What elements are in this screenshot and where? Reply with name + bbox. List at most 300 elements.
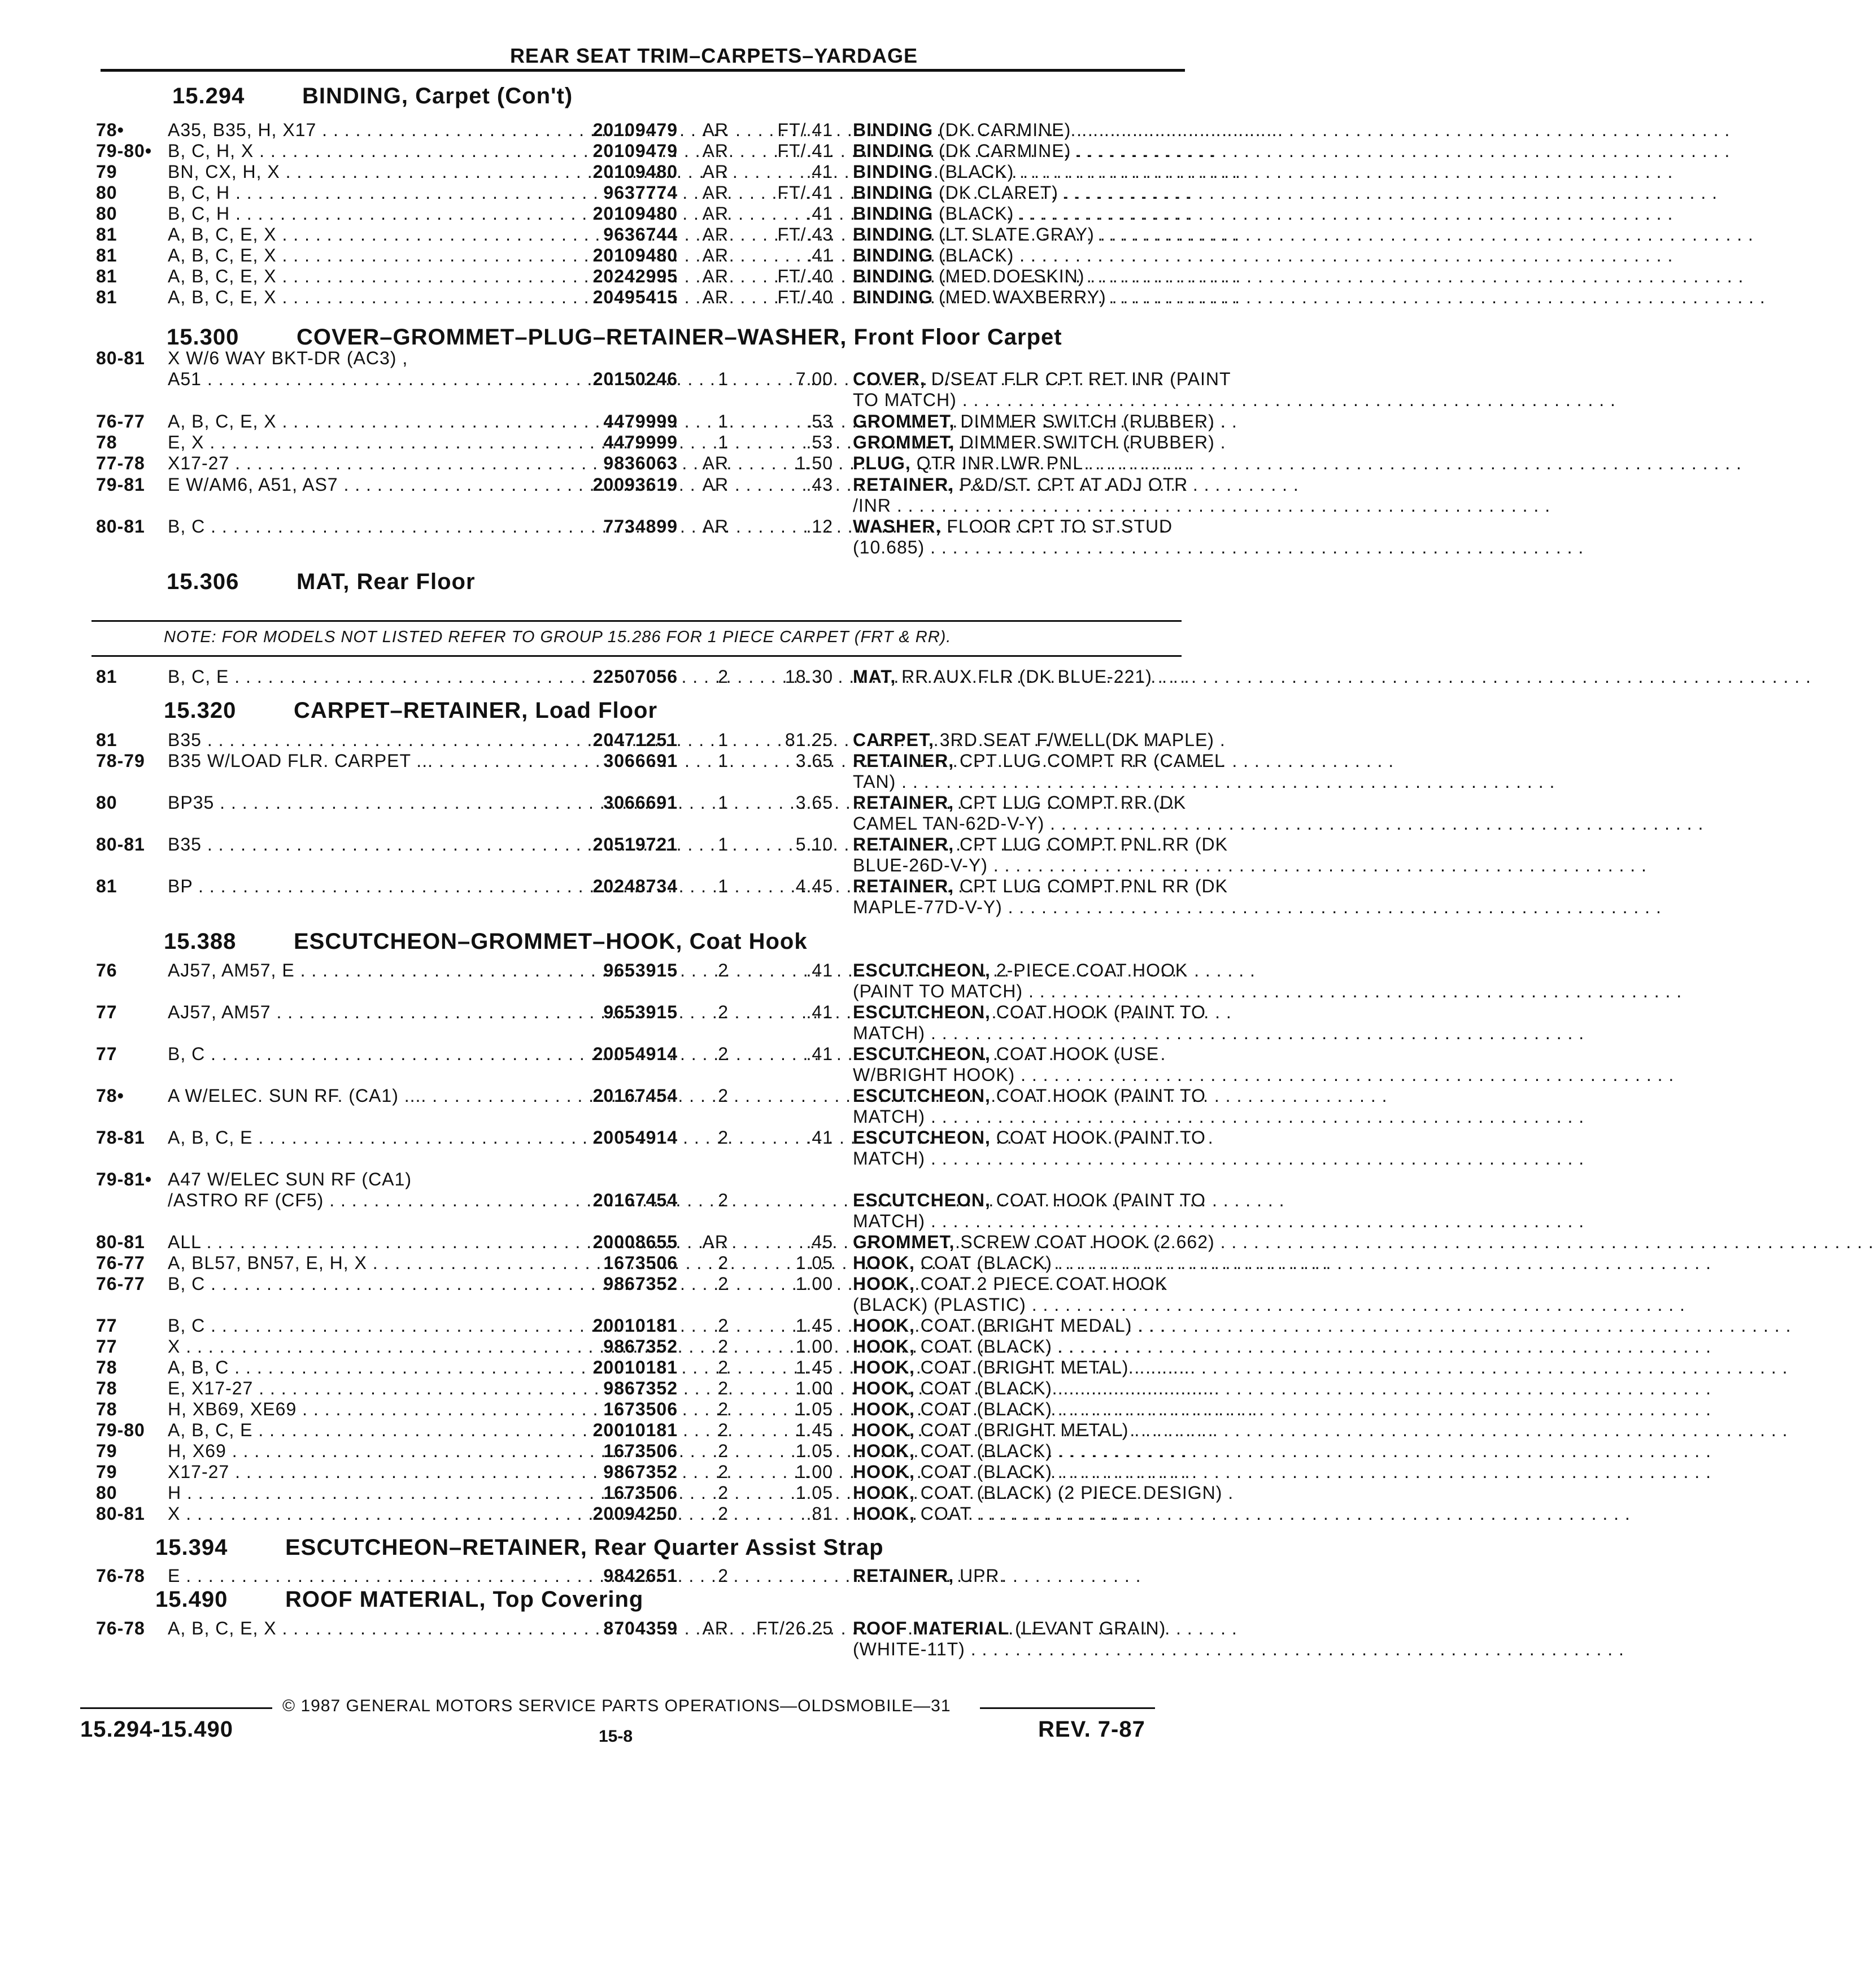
footer-page-number: 15-8 bbox=[599, 1727, 633, 1746]
section-heading bbox=[155, 1535, 884, 1560]
part-name: GROMMET, bbox=[853, 432, 955, 452]
part-number: 9867352 bbox=[603, 1336, 678, 1357]
model-application: B35 W/LOAD FLR. CARPET ... . . . bbox=[168, 751, 484, 771]
table-row bbox=[96, 411, 1226, 431]
table-row bbox=[96, 1127, 1206, 1148]
part-name: HOOK, bbox=[853, 1274, 915, 1294]
part-name: HOOK, bbox=[853, 1357, 915, 1377]
part-number: 20094250 bbox=[592, 1503, 678, 1524]
model-year: 76-77 bbox=[96, 1253, 145, 1273]
part-number: 3066691 bbox=[603, 792, 678, 813]
model-year: 79-81• bbox=[96, 1169, 152, 1189]
quantity: 1 bbox=[718, 730, 729, 750]
part-description bbox=[853, 1044, 1186, 1065]
section-title: CARPET–RETAINER, Load Floor bbox=[294, 698, 658, 723]
part-description bbox=[853, 1357, 1186, 1378]
part-description bbox=[853, 1441, 1186, 1462]
model-year: 77 bbox=[96, 1336, 117, 1357]
part-detail: DIMMER SWITCH (RUBBER) . bbox=[955, 411, 1226, 431]
model-application: AJ57, AM57, E . . . bbox=[168, 960, 484, 981]
quantity: AR bbox=[702, 516, 729, 537]
section-title: ROOF MATERIAL, Top Covering bbox=[285, 1587, 644, 1612]
table-row bbox=[96, 182, 1186, 203]
part-number: 20109479 bbox=[592, 141, 678, 161]
part-number: 9867352 bbox=[603, 1462, 678, 1482]
price: .45 bbox=[806, 1232, 833, 1252]
table-row bbox=[96, 1639, 1186, 1659]
price: 1.45 bbox=[795, 1315, 833, 1336]
part-detail: QTR INR LWR PNL bbox=[910, 453, 1083, 473]
part-description bbox=[853, 1462, 1186, 1483]
model-application: A, B, C, E, X . . . bbox=[168, 266, 484, 287]
part-name: BINDING bbox=[853, 120, 934, 140]
footer-group-range: 15.294-15.490 bbox=[80, 1717, 234, 1742]
part-name: GROMMET, bbox=[853, 411, 955, 431]
section-heading bbox=[172, 84, 573, 109]
part-number: 20150246 bbox=[592, 369, 678, 389]
price: .43 bbox=[806, 474, 833, 495]
part-detail: (BLACK) bbox=[933, 245, 1014, 265]
part-name: ESCUTCHEON, bbox=[853, 1085, 991, 1106]
model-year: 81 bbox=[96, 876, 117, 896]
quantity: 1 bbox=[718, 432, 729, 452]
part-description bbox=[853, 1085, 1206, 1106]
table-row bbox=[96, 162, 1186, 182]
model-year: 77-78 bbox=[96, 453, 145, 473]
model-application: A W/ELEC. SUN RF. (CA1) .... . . . bbox=[168, 1085, 484, 1106]
part-description bbox=[853, 411, 1226, 432]
table-row bbox=[96, 813, 1186, 834]
quantity: AR bbox=[702, 474, 729, 495]
part-description bbox=[853, 751, 1225, 771]
part-description bbox=[853, 855, 1186, 876]
part-description bbox=[853, 1106, 1186, 1127]
quantity: 2 bbox=[718, 1503, 729, 1524]
part-number: 9836063 bbox=[603, 453, 678, 473]
table-row bbox=[96, 897, 1186, 917]
quantity: 2 bbox=[718, 1253, 729, 1273]
part-description bbox=[853, 141, 1186, 162]
part-name: ESCUTCHEON, bbox=[853, 1044, 991, 1064]
part-name: CARPET, bbox=[853, 730, 934, 750]
part-number: 1673506 bbox=[603, 1399, 678, 1419]
table-row bbox=[96, 1002, 1206, 1022]
part-name: HOOK, bbox=[853, 1420, 915, 1440]
price: .53 bbox=[806, 411, 833, 431]
part-description bbox=[853, 1190, 1206, 1211]
price: .41 bbox=[806, 1002, 833, 1022]
part-detail: CPT LUG COMPT RR (DK bbox=[954, 792, 1187, 813]
model-year: 80 bbox=[96, 792, 117, 813]
quantity: 1 bbox=[718, 834, 729, 855]
part-name: COVER, bbox=[853, 369, 926, 389]
table-row bbox=[96, 771, 1186, 792]
part-detail: CPT LUG COMPT RR (CAMEL bbox=[954, 751, 1225, 771]
price: 7.00 bbox=[795, 369, 833, 389]
part-name: HOOK, bbox=[853, 1503, 915, 1524]
table-row bbox=[96, 1399, 1186, 1419]
part-name: MAT, bbox=[853, 666, 896, 687]
model-year: 78 bbox=[96, 1399, 117, 1419]
price: .41 bbox=[806, 960, 833, 980]
quantity: 2 bbox=[718, 1357, 729, 1377]
part-detail: COAT HOOK (USE bbox=[990, 1044, 1160, 1064]
part-name: HOOK, bbox=[853, 1441, 915, 1461]
part-detail: COAT (BRIGHT MEDAL) bbox=[914, 1315, 1132, 1336]
quantity: AR bbox=[702, 224, 729, 245]
quantity: AR bbox=[702, 203, 729, 224]
part-description bbox=[853, 369, 1231, 390]
part-number: 20008655 bbox=[592, 1232, 678, 1252]
part-name: HOOK, bbox=[853, 1462, 915, 1482]
model-application: X17-27 . . . bbox=[168, 1462, 484, 1483]
model-application: A, B, C, E, X . . . bbox=[168, 411, 484, 432]
part-number: 20167454 bbox=[592, 1085, 678, 1106]
part-number: 20519721 bbox=[592, 834, 678, 855]
model-year: 81 bbox=[96, 287, 117, 307]
table-row bbox=[96, 1106, 1186, 1127]
part-number: 9842651 bbox=[603, 1566, 678, 1586]
part-detail: /INR bbox=[853, 495, 891, 516]
section-title: ESCUTCHEON–GROMMET–HOOK, Coat Hook bbox=[294, 929, 808, 954]
footer-rule-left bbox=[80, 1707, 272, 1709]
quantity: 2 bbox=[718, 1441, 729, 1461]
table-row bbox=[96, 474, 1186, 495]
part-number: 1673506 bbox=[603, 1483, 678, 1503]
part-description bbox=[853, 203, 1186, 224]
part-number: 20109480 bbox=[592, 245, 678, 265]
part-number: 9867352 bbox=[603, 1274, 678, 1294]
part-description bbox=[853, 1127, 1206, 1148]
part-description bbox=[853, 120, 1186, 141]
part-description bbox=[853, 1483, 1234, 1503]
part-detail: SCREW COAT HOOK (2.662) bbox=[955, 1232, 1215, 1252]
part-detail: COAT (BLACK) bbox=[914, 1462, 1052, 1482]
table-row bbox=[96, 537, 1186, 557]
quantity: 2 bbox=[718, 1483, 729, 1503]
model-year: 77 bbox=[96, 1002, 117, 1022]
section-number: 15.388 bbox=[164, 929, 237, 954]
part-detail: COAT 2 PIECE COAT HOOK bbox=[914, 1274, 1168, 1294]
part-detail: P&D/ST. CPT AT ADJ OTR bbox=[954, 474, 1188, 495]
model-application: B35 . . . bbox=[168, 834, 484, 855]
quantity: 2 bbox=[718, 1002, 729, 1022]
price: .41 bbox=[806, 1044, 833, 1064]
quantity: 2 bbox=[718, 1336, 729, 1357]
model-year: 79-81 bbox=[96, 474, 145, 495]
part-name: BINDING bbox=[853, 287, 934, 307]
quantity: AR bbox=[702, 453, 729, 473]
price: .53 bbox=[806, 432, 833, 452]
part-name: RETAINER, bbox=[853, 876, 955, 896]
part-name: PLUG, bbox=[853, 453, 911, 473]
part-name: BINDING bbox=[853, 266, 934, 286]
price: FT/.40 bbox=[777, 266, 833, 286]
model-application: /ASTRO RF (CF5) . . . bbox=[168, 1190, 484, 1211]
table-row bbox=[96, 1044, 1186, 1064]
part-number: 20471251 bbox=[592, 730, 678, 750]
quantity: 1 bbox=[718, 876, 729, 896]
model-application: A, B, C, E, X . . . bbox=[168, 245, 484, 266]
model-year: 76-78 bbox=[96, 1566, 145, 1586]
table-row bbox=[96, 141, 1186, 161]
model-year: 81 bbox=[96, 666, 117, 687]
model-year: 80 bbox=[96, 1483, 117, 1503]
quantity: AR bbox=[702, 287, 729, 307]
model-application: AJ57, AM57 . . . bbox=[168, 1002, 484, 1023]
model-year: 79-80 bbox=[96, 1420, 145, 1440]
part-number: 20109480 bbox=[592, 203, 678, 224]
price: 1.50 bbox=[795, 453, 833, 473]
part-detail: (DK CARMINE) bbox=[933, 141, 1071, 161]
quantity: AR bbox=[702, 245, 729, 265]
section-heading bbox=[164, 929, 808, 954]
part-description bbox=[853, 897, 1186, 918]
part-detail: (LEVANT GRAIN) bbox=[1009, 1618, 1166, 1638]
model-application: A, BL57, BN57, E, H, X . . . bbox=[168, 1253, 484, 1274]
page-header-title: REAR SEAT TRIM–CARPETS–YARDAGE bbox=[509, 44, 918, 67]
table-row bbox=[96, 1441, 1186, 1461]
quantity: AR bbox=[702, 162, 729, 182]
price: 1.45 bbox=[795, 1420, 833, 1440]
quantity: AR bbox=[702, 266, 729, 286]
part-name: HOOK, bbox=[853, 1378, 915, 1398]
part-detail: COAT (BRIGHT METAL) bbox=[914, 1420, 1129, 1440]
model-application: X . . . bbox=[168, 1503, 484, 1524]
part-description bbox=[853, 1618, 1186, 1639]
part-detail: (BLACK) bbox=[933, 162, 1014, 182]
part-name: RETAINER, bbox=[853, 834, 955, 855]
part-detail: TO MATCH) bbox=[853, 390, 957, 410]
part-detail: (DK CLARET) bbox=[933, 182, 1058, 203]
part-name: ESCUTCHEON, bbox=[853, 1002, 991, 1022]
part-name: HOOK, bbox=[853, 1253, 915, 1273]
section-title: MAT, Rear Floor bbox=[297, 569, 476, 594]
price: 1.00 bbox=[795, 1462, 833, 1482]
model-year: 78 bbox=[96, 1357, 117, 1377]
part-number: 3066691 bbox=[603, 751, 678, 771]
model-year: 81 bbox=[96, 730, 117, 750]
note-bottom-rule bbox=[91, 655, 1182, 657]
price: 1.05 bbox=[795, 1483, 833, 1503]
quantity: 1 bbox=[718, 369, 729, 389]
table-row bbox=[96, 245, 1186, 265]
part-description bbox=[853, 1232, 1215, 1253]
part-description bbox=[853, 182, 1186, 203]
part-number: 9867352 bbox=[603, 1378, 678, 1398]
table-row bbox=[96, 266, 1186, 286]
model-application: A, B, C . . . bbox=[168, 1357, 484, 1378]
price: 1.00 bbox=[795, 1336, 833, 1357]
part-name: GROMMET, bbox=[853, 1232, 955, 1252]
model-application: E W/AM6, A51, AS7 . . . bbox=[168, 474, 484, 495]
note-top-rule bbox=[91, 620, 1182, 622]
part-description bbox=[853, 1639, 1186, 1660]
part-name: HOOK, bbox=[853, 1315, 915, 1336]
part-name: ESCUTCHEON, bbox=[853, 960, 991, 980]
table-row bbox=[96, 1211, 1186, 1231]
table-row bbox=[96, 1357, 1186, 1377]
model-application: A, B, C, E . . . bbox=[168, 1420, 484, 1441]
model-application: B, C . . . bbox=[168, 1274, 484, 1294]
part-name: BINDING bbox=[853, 245, 934, 265]
quantity: AR bbox=[702, 1232, 729, 1252]
model-application: BP . . . bbox=[168, 876, 484, 897]
part-detail: CPT LUG COMPT PNL RR (DK bbox=[954, 834, 1228, 855]
model-application: E, X . . . bbox=[168, 432, 484, 453]
model-application: A, B, C, E . . . bbox=[168, 1127, 484, 1148]
part-description bbox=[853, 1336, 1186, 1357]
footer-revision: REV. 7-87 bbox=[1038, 1717, 1145, 1742]
part-description bbox=[853, 1315, 1186, 1336]
section-number: 15.394 bbox=[155, 1535, 228, 1560]
price: FT/.41 bbox=[777, 120, 833, 140]
part-description bbox=[853, 960, 1186, 981]
part-number: 22507056 bbox=[592, 666, 678, 687]
model-application: B, C . . . bbox=[168, 516, 484, 537]
price: FT/26.25 bbox=[756, 1618, 833, 1638]
part-description bbox=[853, 1023, 1186, 1044]
price: 18.30 bbox=[785, 666, 833, 687]
part-number: 4479999 bbox=[603, 411, 678, 431]
table-row bbox=[96, 1253, 1186, 1273]
part-description bbox=[853, 516, 1186, 537]
part-name: RETAINER, bbox=[853, 792, 955, 813]
part-detail: (LT SLATE GRAY) bbox=[933, 224, 1095, 245]
table-row bbox=[96, 224, 1186, 245]
table-row bbox=[96, 1085, 1206, 1106]
part-name: RETAINER, bbox=[853, 474, 955, 495]
part-number: 8704359 bbox=[603, 1618, 678, 1638]
part-detail: UPR. bbox=[954, 1566, 1005, 1586]
part-detail: (MED DOESKIN) bbox=[933, 266, 1085, 286]
part-detail: COAT (BLACK) bbox=[914, 1399, 1052, 1419]
part-detail: FLOOR CPT TO ST STUD bbox=[941, 516, 1173, 537]
table-row bbox=[96, 1065, 1186, 1085]
part-detail: COAT (BLACK) bbox=[914, 1378, 1052, 1398]
table-row bbox=[96, 666, 1186, 687]
part-description bbox=[853, 245, 1186, 266]
part-name: WASHER, bbox=[853, 516, 942, 537]
part-name: ESCUTCHEON, bbox=[853, 1190, 991, 1210]
model-year: 79 bbox=[96, 162, 117, 182]
model-year: 76-78 bbox=[96, 1618, 145, 1638]
model-application: B35 . . . bbox=[168, 730, 484, 751]
part-detail: COAT (BLACK) bbox=[914, 1253, 1052, 1273]
part-number: 7734899 bbox=[603, 516, 678, 537]
part-detail: MATCH) bbox=[853, 1106, 926, 1127]
quantity: 2 bbox=[718, 1462, 729, 1482]
section-number: 15.300 bbox=[167, 325, 239, 350]
price: .12 bbox=[806, 516, 833, 537]
part-detail: MAPLE-77D-V-Y) bbox=[853, 897, 1003, 917]
part-detail: (WHITE-11T) bbox=[853, 1639, 965, 1659]
part-detail: COAT HOOK (PAINT TO bbox=[990, 1190, 1206, 1210]
model-year: 80-81 bbox=[96, 1232, 145, 1252]
model-year: 76-77 bbox=[96, 411, 145, 431]
model-year: 77 bbox=[96, 1044, 117, 1064]
table-row bbox=[96, 1274, 1186, 1294]
part-detail: W/BRIGHT HOOK) bbox=[853, 1065, 1016, 1085]
part-description bbox=[853, 432, 1226, 453]
quantity: 2 bbox=[718, 1420, 729, 1440]
part-detail: COAT (BLACK) bbox=[914, 1336, 1052, 1357]
model-application: B, C, E . . . bbox=[168, 666, 484, 687]
part-number: 20242995 bbox=[592, 266, 678, 286]
quantity: 2 bbox=[718, 1274, 729, 1294]
part-name: ROOF MATERIAL bbox=[853, 1618, 1010, 1638]
part-name: BINDING bbox=[853, 182, 934, 203]
table-row bbox=[96, 495, 1186, 516]
model-application: ALL . . . bbox=[168, 1232, 484, 1253]
part-detail: MATCH) bbox=[853, 1148, 926, 1169]
part-name: HOOK, bbox=[853, 1483, 915, 1503]
footer-rule-right bbox=[980, 1707, 1155, 1709]
part-description bbox=[853, 537, 1186, 558]
quantity: AR bbox=[702, 141, 729, 161]
part-name: RETAINER, bbox=[853, 1566, 955, 1586]
price: 5.10 bbox=[795, 834, 833, 855]
part-description bbox=[853, 1002, 1206, 1023]
part-description bbox=[853, 390, 1186, 411]
table-row bbox=[96, 876, 1228, 896]
price: .41 bbox=[806, 1127, 833, 1148]
table-row bbox=[96, 834, 1228, 855]
table-row bbox=[96, 203, 1186, 224]
part-description bbox=[853, 1399, 1186, 1420]
part-number: 1673506 bbox=[603, 1441, 678, 1461]
part-number: 20109480 bbox=[592, 162, 678, 182]
header-rule bbox=[101, 69, 1185, 72]
part-description bbox=[853, 287, 1186, 308]
table-row bbox=[96, 1566, 1186, 1586]
section-heading bbox=[155, 1587, 643, 1612]
model-application: E, X17-27 . . . bbox=[168, 1378, 484, 1399]
model-year: 78-79 bbox=[96, 751, 145, 771]
part-description bbox=[853, 1065, 1186, 1085]
table-row bbox=[96, 1483, 1234, 1503]
part-detail: CAMEL TAN-62D-V-Y) bbox=[853, 813, 1045, 834]
table-row bbox=[96, 348, 1186, 368]
table-row bbox=[96, 730, 1226, 750]
model-application: E . . . bbox=[168, 1566, 484, 1586]
table-row bbox=[96, 432, 1226, 452]
price: .41 bbox=[806, 162, 833, 182]
part-detail: (BLACK) bbox=[933, 203, 1014, 224]
price: FT/.41 bbox=[777, 141, 833, 161]
price: 1.05 bbox=[795, 1441, 833, 1461]
price: 1.05 bbox=[795, 1253, 833, 1273]
part-description bbox=[853, 495, 1186, 516]
part-detail: COAT (BLACK) bbox=[914, 1441, 1052, 1461]
part-number: 20010181 bbox=[592, 1420, 678, 1440]
part-description bbox=[853, 666, 1186, 687]
part-detail: 2-PIECE COAT HOOK bbox=[990, 960, 1188, 980]
part-detail: (10.685) bbox=[853, 537, 925, 557]
quantity: 2 bbox=[718, 1085, 729, 1106]
section-number: 15.490 bbox=[155, 1587, 228, 1612]
model-year: 80-81 bbox=[96, 834, 145, 855]
section-number: 15.320 bbox=[164, 698, 237, 723]
part-detail: COAT HOOK (PAINT TO bbox=[990, 1085, 1206, 1106]
quantity: 2 bbox=[718, 1190, 729, 1210]
model-year: 76-77 bbox=[96, 1274, 145, 1294]
footer-copyright: © 1987 GENERAL MOTORS SERVICE PARTS OPERATIONS—OLDSMOBILE—31 bbox=[282, 1697, 951, 1715]
part-name: HOOK, bbox=[853, 1336, 915, 1357]
table-row bbox=[96, 1618, 1186, 1638]
part-name: BINDING bbox=[853, 141, 934, 161]
model-application: B, C . . . bbox=[168, 1315, 484, 1336]
